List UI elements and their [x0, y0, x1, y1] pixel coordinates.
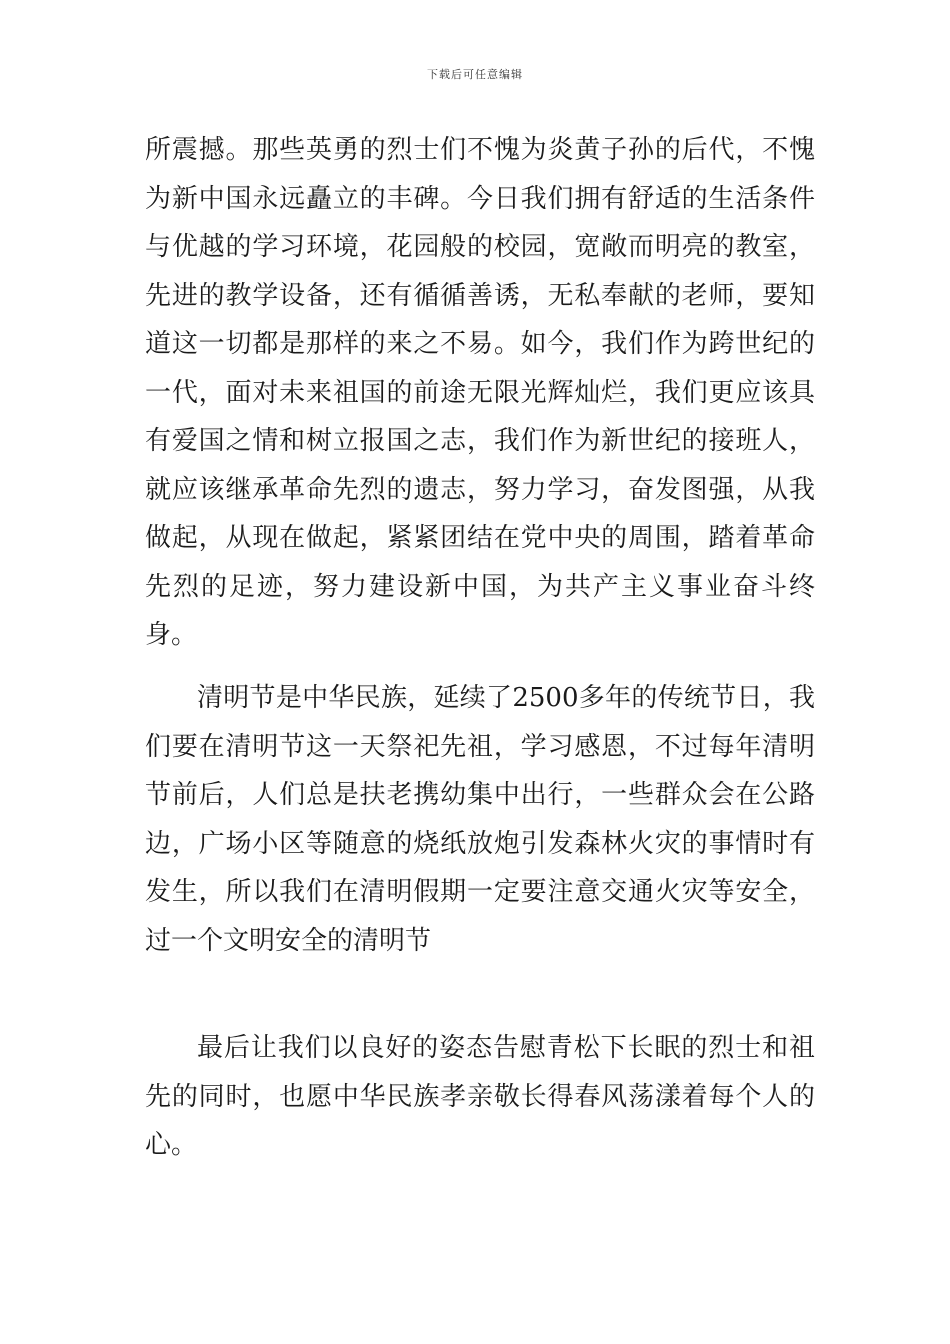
page-header-note: 下载后可任意编辑: [427, 68, 523, 81]
body-paragraph-1: 所震撼。那些英勇的烈士们不愧为炎黄子孙的后代，不愧为新中国永远矗立的丰碑。今日我们拥有舒适的生活条件与优越的学习环境，花园般的校园，宽敞而明亮的教室，先进的教学设备，还有循循善诱，无私奉献的老师，要知道这一切都是那样的来之不易。如今，我们作为跨世纪的一代，面对未来祖国的前途无限光辉灿烂，我们更应该具有爱国之情和树立报国之志，我们作为新世纪的接班人，就应该继承革命先烈的遗志，努力学习，奋发图强，从我做起，从现在做起，紧紧团结在党中央的周围，踏着革命先烈的足迹，努力建设新中国，为共产主义事业奋斗终身。: [145, 135, 815, 650]
body-paragraph-2: 清明节是中华民族，延续了2500多年的传统节日，我们要在清明节这一天祭祀先祖，学习感恩，不过每年清明节前后，人们总是扶老携幼集中出行，一些群众会在公路边，广场小区等随意的烧纸放炮引发森林火灾的事情时有发生，所以我们在清明假期一定要注意交通火灾等安全，过一个文明安全的清明节: [145, 683, 815, 956]
body-paragraph-3: 最后让我们以良好的姿态告慰青松下长眠的烈士和祖先的同时，也愿中华民族孝亲敬长得春风荡漾着每个人的心。: [145, 1033, 815, 1160]
